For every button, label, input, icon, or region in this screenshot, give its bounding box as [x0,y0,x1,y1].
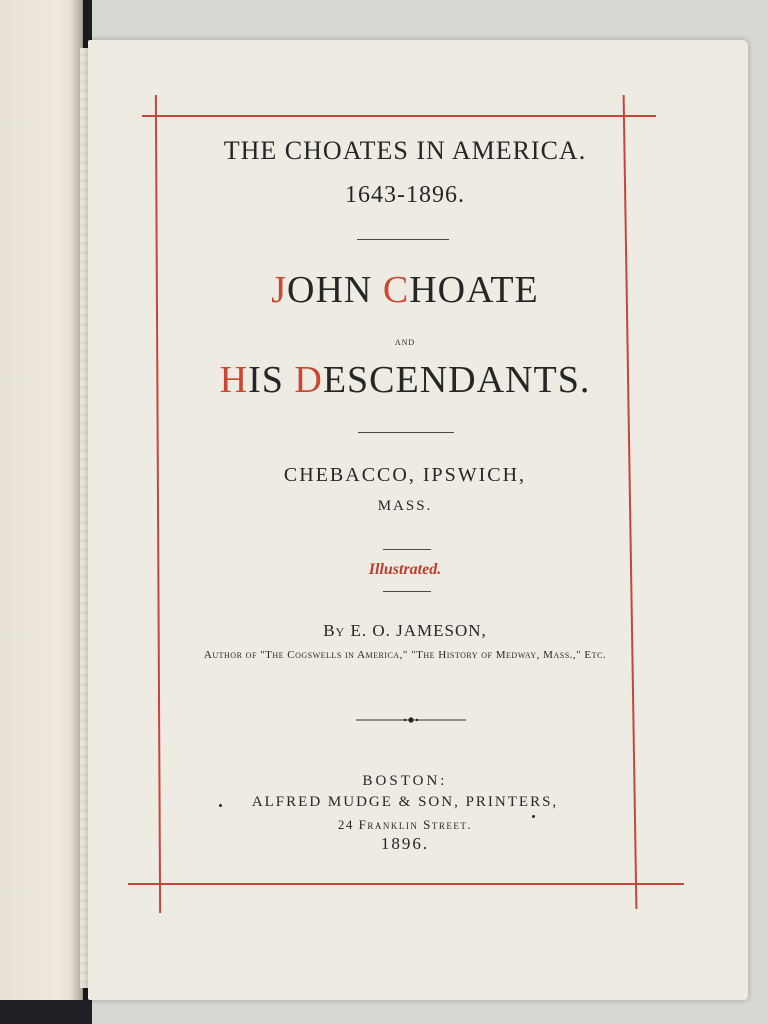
divider-rule [383,591,431,592]
street-address: 24 Franklin Street. [337,817,473,832]
printer: ALFRED MUDGE & SON, PRINTERS, [251,794,559,810]
red-border-bottom [128,883,684,885]
initial-c: C [382,269,410,311]
title-ohn: OHN [287,269,373,311]
title-john-choate [160,268,650,312]
ornament-divider-icon [356,714,466,726]
publisher-city: BOSTON: [362,773,448,789]
title-and: AND [394,338,416,347]
divider-rule [358,432,454,433]
initial-d: D [294,359,323,401]
publication-year: 1896. [380,834,430,853]
speck [219,804,222,807]
divider-rule [357,239,449,240]
speck [532,815,535,818]
author: By E. O. JAMESON, [323,621,487,640]
divider-rule [383,549,431,550]
place: CHEBACCO, IPSWICH, [283,464,527,486]
title-hoate: HOATE [409,269,539,311]
title-is: IS [248,359,284,401]
red-border-top [142,115,656,117]
title-escendants: ESCENDANTS. [322,359,591,401]
years: 1643-1896. [345,182,465,208]
title-his-descendants [160,358,650,402]
author-credits: Author of "The Cogswells in America," "The History of Medway, Mass.," Etc. [203,649,607,661]
illustrated-label: Illustrated. [368,561,442,578]
state: MASS. [377,498,433,514]
series-title: THE CHOATES IN AMERICA. [223,136,587,165]
initial-j: J [271,269,288,311]
initial-h: H [219,359,249,401]
